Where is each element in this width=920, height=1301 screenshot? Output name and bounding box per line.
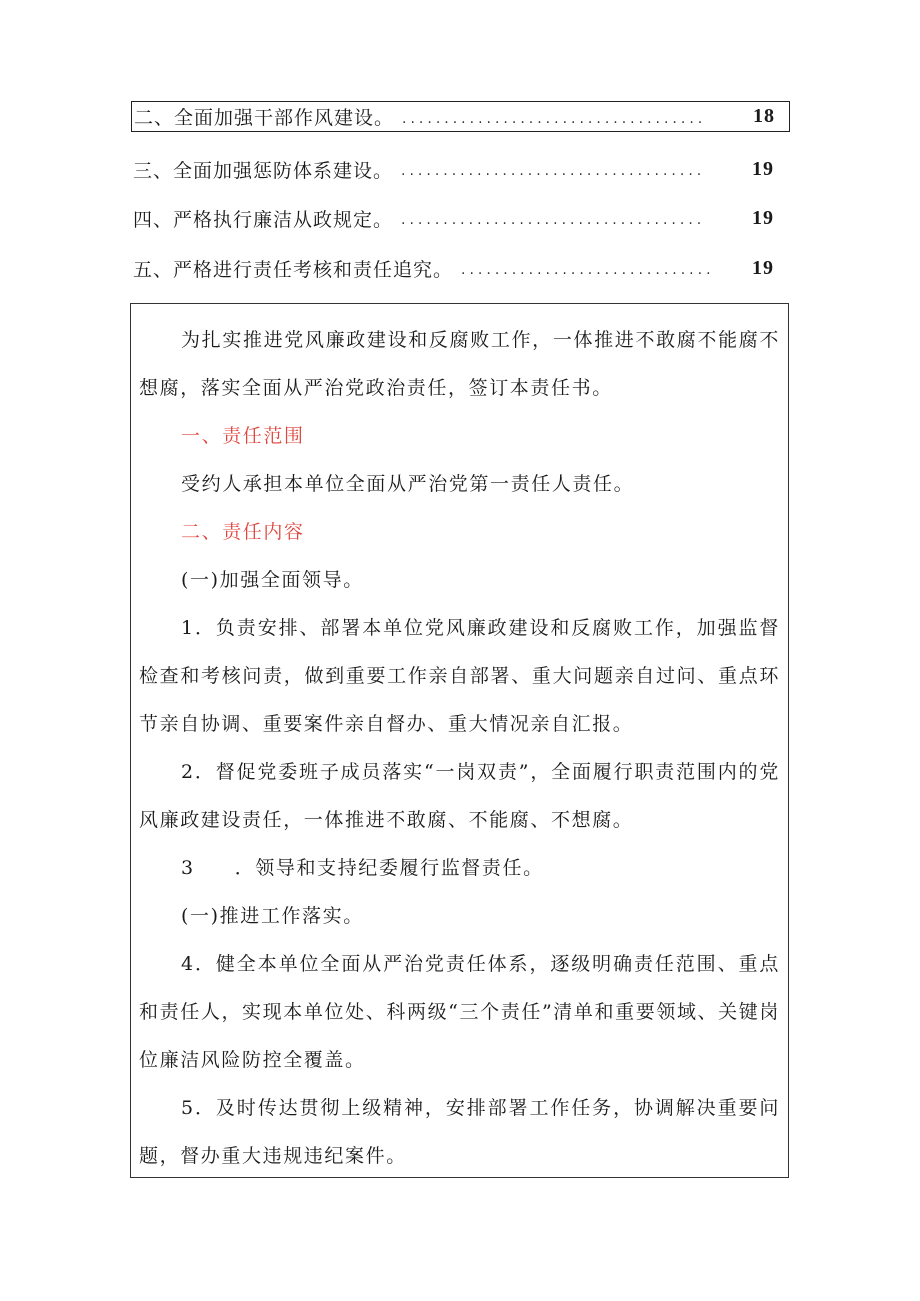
toc-page-number: 19 <box>752 206 774 229</box>
toc-entry-2[interactable] <box>131 101 790 132</box>
toc-entry-3[interactable] <box>133 154 788 184</box>
subheading-leadership: (一)加强全面领导。 <box>181 569 364 591</box>
item-3-paragraph <box>131 844 788 892</box>
section-heading-content: 二、责任内容 <box>181 521 305 543</box>
item-3-text: ．领导和支持纪委履行监督责任。 <box>234 857 544 879</box>
toc-entry-4[interactable] <box>133 203 788 233</box>
toc-leader-dots: .............................. <box>461 262 715 278</box>
toc-leader-dots: .................................... <box>401 212 706 228</box>
section-heading-scope: 一、责任范围 <box>181 425 305 447</box>
toc-leader-dots: .................................... <box>402 110 707 127</box>
scope-paragraph: 受约人承担本单位全面从严治党第一责任人责任。 <box>181 473 635 495</box>
intro-paragraph: 为扎实推进党风廉政建设和反腐败工作，一体推进不敢腐不能腐不想腐，落实全面从严治党政治责任，签订本责任书。 <box>139 329 780 399</box>
toc-page-number: 18 <box>753 105 775 127</box>
toc-leader-dots: .................................... <box>401 163 706 179</box>
toc-page-number: 19 <box>752 157 774 180</box>
item-4-paragraph: 4．健全本单位全面从严治党责任体系，逐级明确责任范围、重点和责任人，实现本单位处、科两级“三个责任”清单和重要领域、关键岗位廉洁风险防控全覆盖。 <box>139 953 780 1071</box>
toc-title: 二、全面加强干部作风建设。 <box>134 107 395 129</box>
toc-title: 三、全面加强惩防体系建设。 <box>133 159 394 182</box>
subheading-implementation: (一)推进工作落实。 <box>181 905 364 927</box>
toc-title: 四、严格执行廉洁从政规定。 <box>133 208 394 231</box>
toc-page-number: 19 <box>752 256 774 279</box>
responsibility-text-box <box>130 303 789 1178</box>
item-5-paragraph: 5．及时传达贯彻上级精神，安排部署工作任务，协调解决重要问题，督办重大违规违纪案件。 <box>139 1097 780 1167</box>
item-2-paragraph: 2．督促党委班子成员落实“一岗双责”，全面履行职责范围内的党风廉政建设责任，一体推进不敢腐、不能腐、不想腐。 <box>139 761 780 831</box>
item-1-paragraph: 1．负责安排、部署本单位党风廉政建设和反腐败工作，加强监督检查和考核问责，做到重要工作亲自部署、重大问题亲自过问、重点环节亲自协调、重要案件亲自督办、重大情况亲自汇报。 <box>139 617 780 735</box>
toc-entry-5[interactable] <box>133 253 788 283</box>
item-3-number: 3 <box>181 857 195 879</box>
toc-title: 五、严格进行责任考核和责任追究。 <box>133 258 454 281</box>
